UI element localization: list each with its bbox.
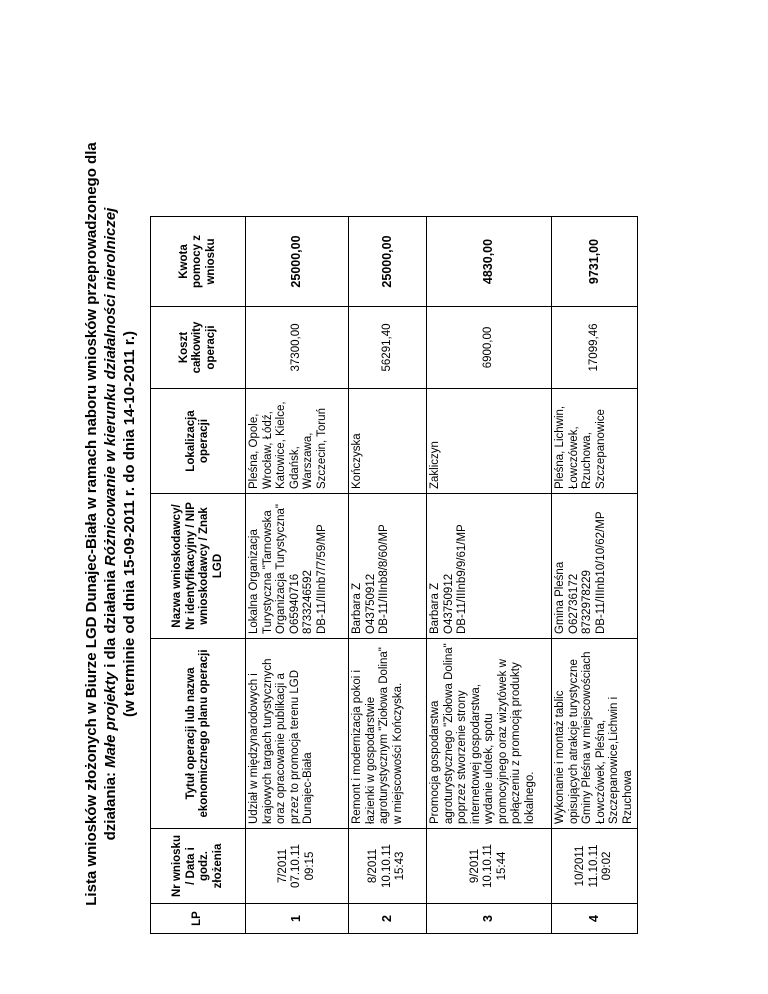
rotated-page [0, 54, 768, 994]
cell-lp: 3 [427, 904, 552, 934]
cell-location: Zakliczyn [427, 389, 552, 494]
header-applicant: Nazwa wnioskodawcy/ Nr identyfikacyjny / NIP wnioskodawcy / Znak LGD [151, 494, 246, 639]
cell-total-cost: 17099,46 [552, 307, 638, 389]
cell-applicant [246, 494, 349, 639]
lgd-sign: DB-11/IIInb10/10/62/MP [594, 511, 607, 634]
header-lp: LP [151, 904, 246, 934]
lgd-sign: DB-11/IIInb8/8/60/MP [378, 524, 390, 634]
cell-title: Udział w międzynarodowych i krajowych targach turystycznych oraz opracowanie publikacji a przez to promocja terenu LGD Dunajec-Biała [246, 639, 349, 829]
document-title [82, 94, 139, 954]
title-line-3: (w terminie od dnia 15-09-2011 r. do dnia 14-10-2011 r.) [121, 331, 138, 717]
cell-location: Kończyska [349, 389, 427, 494]
cell-applicant [552, 494, 638, 639]
cell-aid-amount: 4830,00 [427, 217, 552, 307]
table-row [552, 217, 638, 934]
header-location: Lokalizacja operacji [151, 389, 246, 494]
cell-location: Pleśna, Opole, Wrocław, Łódź, Katowice, Kielce, Gdańsk, Warszawa, Szczecin, Toruń [246, 389, 349, 494]
title-diversification: Różnicowanie w kierunku działalności nierolniczej [102, 207, 119, 567]
cell-lp: 2 [349, 904, 427, 934]
cell-total-cost: 37300,00 [246, 307, 349, 389]
applicant-info: Barbara Z O43750912 [351, 573, 377, 634]
title-line-1: Lista wniosków złożonych w Biurze LGD Dunajec-Biała w ramach naboru wniosków przeprowadzonego dla [83, 142, 100, 906]
title-line-2 [101, 94, 120, 954]
table-header-row [151, 217, 246, 934]
title-line-2-prefix: działania: [102, 772, 119, 841]
lgd-sign: DB-11/IIInb9/9/61/MP [456, 524, 468, 634]
cell-nr: 8/2011 10.10.11 15:43 [349, 829, 427, 904]
cell-title: Wykonanie i montaż tablic opisujących atrakcje turystyczne Gminy Pleśna w miejscowościach Łowczówek, Pleśna, Szczepanowice,Lichwin i Rzuchowa [552, 639, 638, 829]
cell-nr: 9/2011 10.10.11 15:44 [427, 829, 552, 904]
cell-total-cost: 6900,00 [427, 307, 552, 389]
cell-lp: 4 [552, 904, 638, 934]
cell-aid-amount: 25000,00 [246, 217, 349, 307]
cell-total-cost: 56291,40 [349, 307, 427, 389]
header-total-cost: Koszt całkowity operacji [151, 307, 246, 389]
cell-location: Pleśna, Lichwin, Łowczówek, Rzuchowa, Szczepanowice [552, 389, 638, 494]
applicant-info: Lokalna Organizacja Turystyczna "Tarnowska Organizacja Turystyczna" O65940716 8733246592 [248, 504, 314, 634]
cell-applicant [349, 494, 427, 639]
table-row [246, 217, 349, 934]
cell-nr: 7/2011 07.10.11 09:15 [246, 829, 349, 904]
table-row [349, 217, 427, 934]
cell-nr: 10/2011 11.10.11 09:02 [552, 829, 638, 904]
cell-applicant [427, 494, 552, 639]
cell-title: Remont i modernizacja pokoi i łazienki w gospodarstwie agroturystycznym "Ziołowa Dolina" w miejscowości Kończyska. [349, 639, 427, 829]
applicant-info: Barbara Z O43750912 [429, 573, 455, 634]
header-nr: Nr wniosku / Data i godz. złożenia [151, 829, 246, 904]
cell-title: Promocja gospodarstwa agroturystycznego "Ziołowa Dolina" poprzez stworzenie strony internetowej gospodarstwa, wydanie ulotek, spotu promocyjnego oraz wizytówek w połączeniu z promocją produkty lokalnego. [427, 639, 552, 829]
applicant-info: Gmina Pleśna O62736172 8732978229 [554, 561, 593, 634]
cell-lp: 1 [246, 904, 349, 934]
title-small-projects: Małe projekty [102, 671, 119, 768]
table-row [427, 217, 552, 934]
header-title: Tytuł operacji lub nazwa ekonomicznego planu operacji [151, 639, 246, 829]
applications-table [150, 216, 638, 934]
cell-aid-amount: 9731,00 [552, 217, 638, 307]
header-aid-amount: Kwota pomocy z wniosku [151, 217, 246, 307]
title-line-2-mid: i dla działania [102, 570, 119, 668]
cell-aid-amount: 25000,00 [349, 217, 427, 307]
lgd-sign: DB-11/IIInb7/7/59/MP [315, 524, 328, 634]
